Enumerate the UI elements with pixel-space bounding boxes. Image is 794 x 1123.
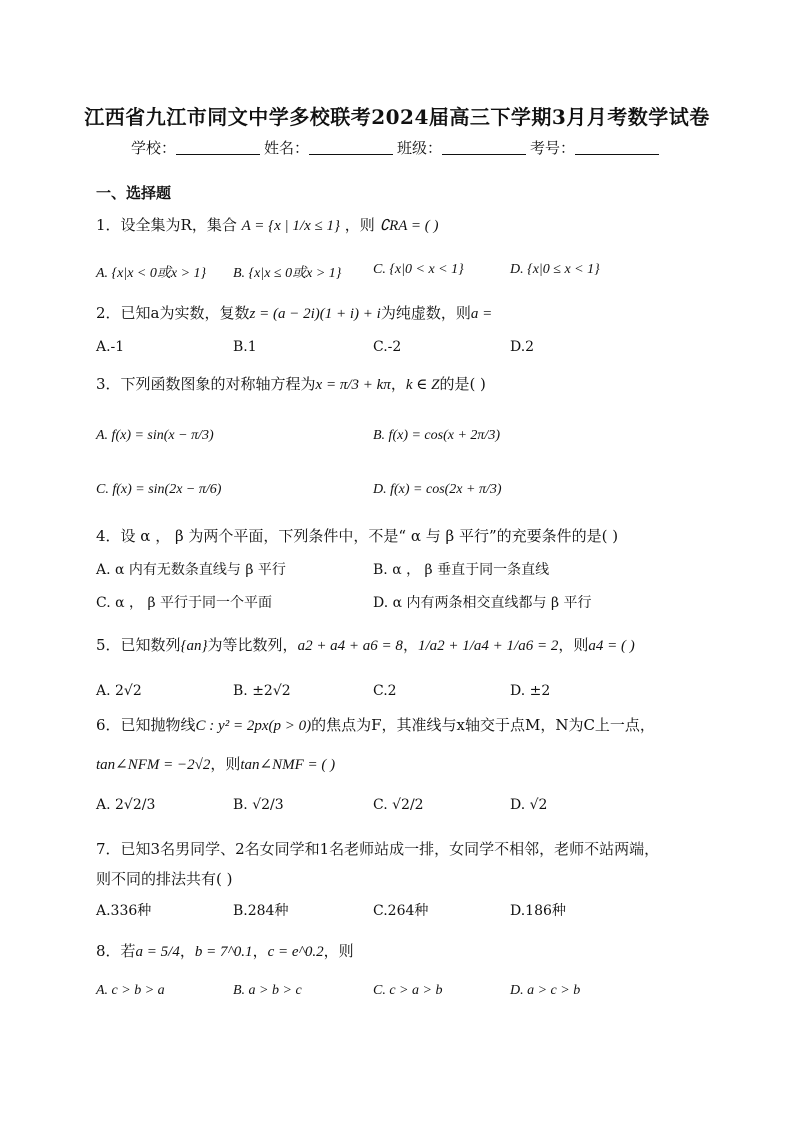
q5-option-c[interactable]: C.2	[373, 683, 397, 699]
q6-option-d[interactable]: D. √2	[510, 797, 548, 813]
q2-option-a[interactable]: A.-1	[96, 339, 125, 355]
exam-title: 江西省九江市同文中学多校联考2024届高三下学期3月月考数学试卷	[84, 105, 710, 129]
number-blank[interactable]	[575, 141, 659, 155]
q8-option-c[interactable]: C. c > a > b	[373, 983, 443, 998]
question-5: 5．已知数列{an}为等比数列，a2 + a4 + a6 = 8，1/a2 + 1/a4 + 1/a6 = 2，则a4 = ( )	[96, 636, 635, 654]
question-6: 6．已知抛物线C : y² = 2px(p > 0)的焦点为F，其准线与x轴交于点M，N为C上一点，	[96, 716, 655, 734]
q8-option-b[interactable]: B. a > b > c	[233, 983, 302, 998]
q6-option-a[interactable]: A. 2√2/3	[96, 797, 156, 813]
name-blank[interactable]	[309, 141, 393, 155]
question-7-line-2: 则不同的排法共有( )	[96, 870, 233, 888]
school-label: 学校：	[130, 139, 176, 157]
q6-option-b[interactable]: B. √2/3	[233, 797, 284, 813]
q4-option-b[interactable]: B. α ， β 垂直于同一条直线	[373, 562, 550, 578]
q7-option-b[interactable]: B.284种	[233, 903, 289, 919]
q4-option-c[interactable]: C. α ， β 平行于同一个平面	[96, 595, 273, 611]
q1-option-c[interactable]: C. {x|0 < x < 1}	[373, 262, 464, 277]
class-label: 班级：	[397, 139, 443, 157]
question-7: 7．已知3名男同学、2名女同学和1名老师站成一排，女同学不相邻，老师不站两端，	[96, 840, 660, 858]
q1-option-d[interactable]: D. {x|0 ≤ x < 1}	[510, 262, 600, 277]
name-label: 姓名：	[263, 139, 309, 157]
number-label: 考号：	[530, 139, 576, 157]
q4-option-a[interactable]: A. α 内有无数条直线与 β 平行	[96, 562, 286, 578]
q3-option-b[interactable]: B. f(x) = cos(x + 2π/3)	[373, 428, 500, 443]
q3-option-c[interactable]: C. f(x) = sin(2x − π/6)	[96, 482, 222, 497]
q8-option-a[interactable]: A. c > b > a	[96, 983, 165, 998]
q1-option-b[interactable]: B. {x|x ≤ 0或x > 1}	[233, 266, 342, 281]
q5-option-b[interactable]: B. ±2√2	[233, 683, 291, 699]
section-heading: 一、选择题	[96, 184, 172, 202]
school-blank[interactable]	[176, 141, 260, 155]
q5-option-d[interactable]: D. ±2	[510, 683, 551, 699]
question-1: 1．设全集为R，集合 A = {x | 1/x ≤ 1} ，则 ∁RA = ( )	[96, 216, 439, 234]
question-4: 4．设 α ， β 为两个平面，下列条件中，不是“ α 与 β 平行”的充要条件的是( )	[96, 527, 619, 545]
question-3: 3．下列函数图象的对称轴方程为x = π/3 + kπ，k ∈ Z的是( )	[96, 375, 486, 393]
question-2: 2．已知a为实数，复数z = (a − 2i)(1 + i) + i为纯虚数，则a =	[96, 304, 493, 322]
q7-option-a[interactable]: A.336种	[96, 903, 152, 919]
q4-option-d[interactable]: D. α 内有两条相交直线都与 β 平行	[373, 595, 592, 611]
q2-option-d[interactable]: D.2	[510, 339, 535, 355]
q1-option-a[interactable]: A. {x|x < 0或x > 1}	[96, 266, 207, 281]
q7-option-d[interactable]: D.186种	[510, 903, 566, 919]
question-8: 8．若a = 5/4，b = 7^0.1，c = e^0.2，则	[96, 942, 354, 960]
set-a-math: A = {x | 1/x ≤ 1}	[241, 218, 340, 234]
student-info-line	[0, 137, 794, 158]
class-blank[interactable]	[442, 141, 526, 155]
q3-option-a[interactable]: A. f(x) = sin(x − π/3)	[96, 428, 214, 443]
q6-option-c[interactable]: C. √2/2	[373, 797, 424, 813]
question-6-line-2: tan∠NFM = −2√2，则tan∠NMF = ( )	[96, 755, 336, 773]
q8-option-d[interactable]: D. a > c > b	[510, 983, 581, 998]
q2-option-b[interactable]: B.1	[233, 339, 257, 355]
q3-option-d[interactable]: D. f(x) = cos(2x + π/3)	[373, 482, 502, 497]
q2-option-c[interactable]: C.-2	[373, 339, 402, 355]
q7-option-c[interactable]: C.264种	[373, 903, 429, 919]
q5-option-a[interactable]: A. 2√2	[96, 683, 142, 699]
